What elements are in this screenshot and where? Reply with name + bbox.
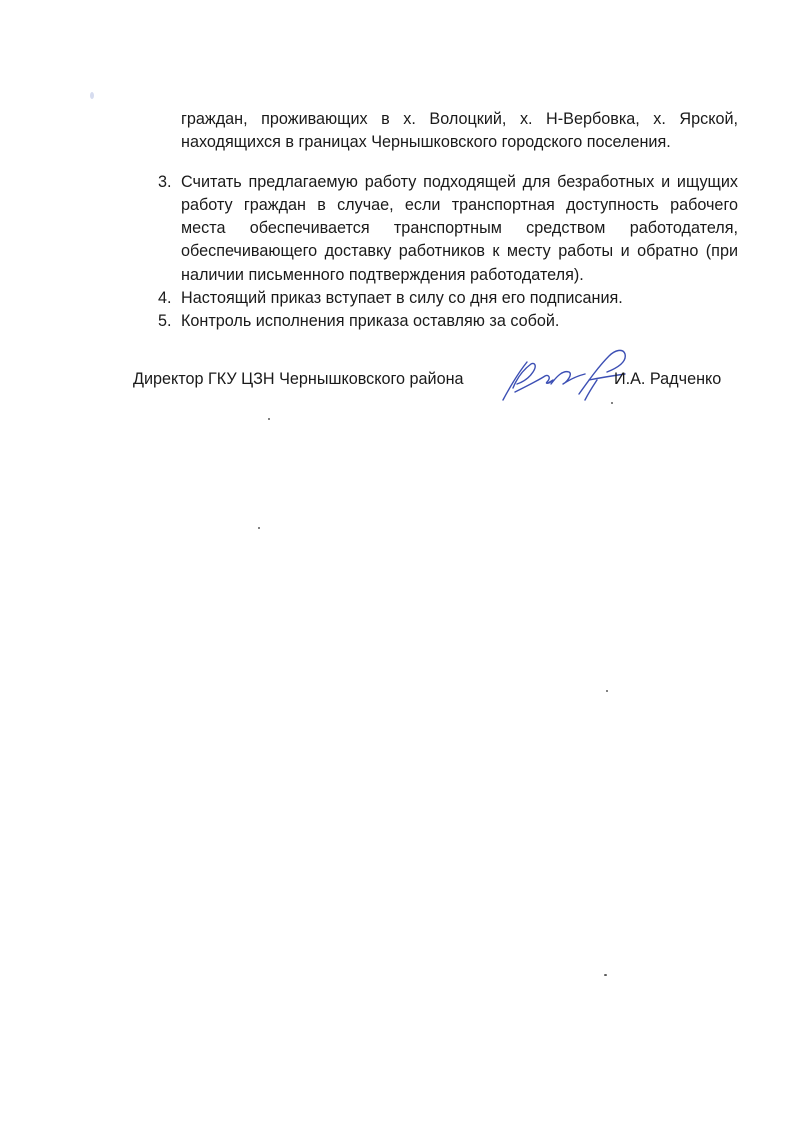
scan-artifact: [606, 690, 608, 692]
order-body: [148, 92, 738, 333]
item-text: Контроль исполнения приказа оставляю за собой.: [181, 312, 560, 330]
order-item-5: [148, 310, 738, 333]
signatory-name: И.А. Радченко: [614, 370, 722, 388]
scan-artifact: [604, 974, 607, 976]
scan-artifact: [268, 418, 270, 420]
order-item-3: [148, 171, 738, 287]
item-2-continuation: граждан, проживающих в х. Волоцкий, х. Н-Вербовка, х. Ярской, находящихся в границах Чернышковского городского поселения.: [181, 110, 738, 152]
signatory-position: Директор ГКУ ЦЗН Чернышковского района: [133, 370, 464, 388]
scan-artifact: [90, 92, 94, 99]
item-number: 4.: [158, 288, 172, 307]
item-number: 5.: [158, 312, 172, 330]
item-text: Считать предлагаемую работу подходящей для безработных и ищущих работу граждан в случае, если транспортная доступность рабочего места обеспечивается транспортным средством работодателя, обеспечивающего доставку работников к месту работы и обратно (при наличии письменного подтверждения работодателя).: [181, 172, 738, 284]
order-item-4: [148, 287, 738, 310]
item-text: Настоящий приказ вступает в силу со дня его подписания.: [181, 288, 623, 307]
signature-block: [133, 370, 733, 400]
scan-artifact: [258, 527, 260, 529]
scan-artifact: [611, 402, 613, 404]
item-number: 3.: [158, 172, 172, 191]
